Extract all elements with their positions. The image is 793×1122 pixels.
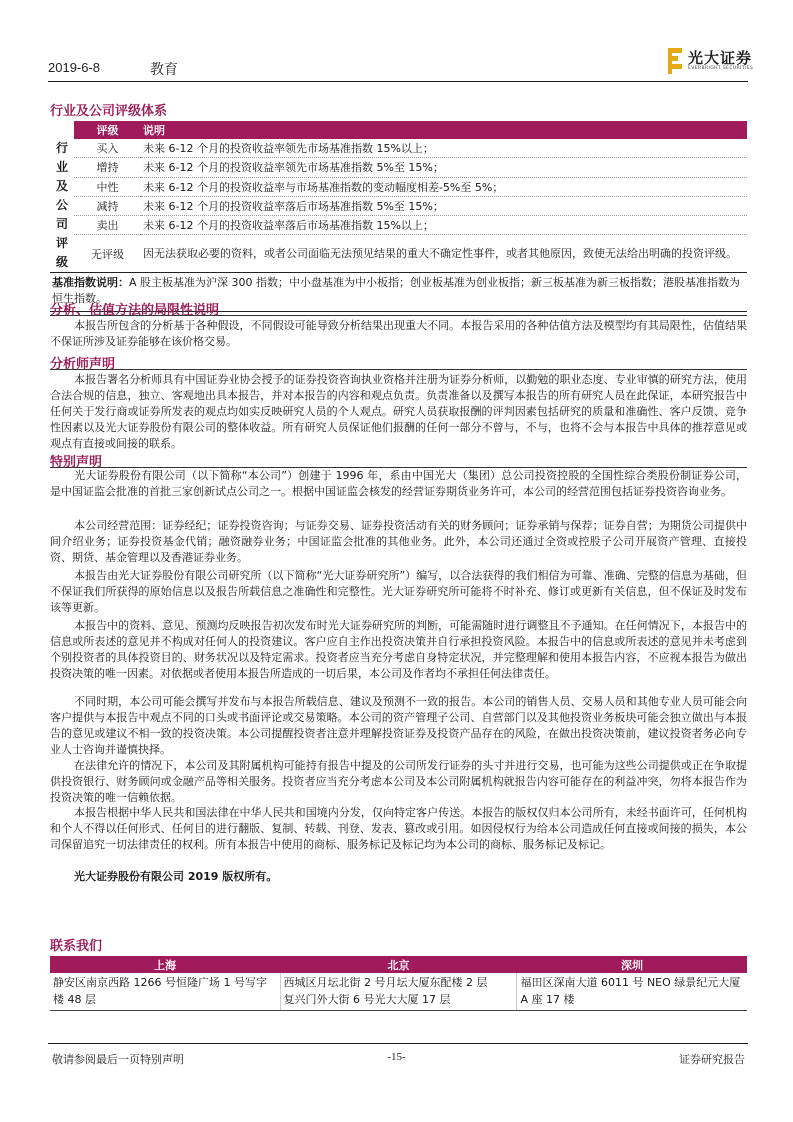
rating-label: 增持 [74, 158, 141, 177]
header-divider [48, 81, 748, 82]
section-divider [50, 369, 747, 370]
logo-mark-icon [668, 48, 682, 74]
rating-description: 未来 6-12 个月的投资收益率与市场基准指数的变动幅度相差-5%至 5%； [141, 177, 747, 196]
report-sector: 教育 [150, 62, 178, 78]
city-header-shenzhen: 深圳 [517, 956, 747, 973]
analyst-paragraph: 本报告署名分析师具有中国证券业协会授予的证券投资咨询执业资格并注册为证券分析师，以勤勉的职业态度、专业审慎的研究方法，使用合法合规的信息，独立、客观地出具本报告，并对本报告的内容和观点负责。负责准备以及撰写本报告的所有研究人员在此保证，本研究报告中任何关于发行商或证券所发表的观点均如实反映研究人员的个人观点。研究人员获取报酬的评判因素包括研究的质量和准确性、客户反馈、竞争性因素以及光大证券股份有限公司的整体收益。所有研究人员保证他们报酬的任何一部分不曾与，不与，也将不会与本报告中具体的推荐意见或观点有直接或间接的联系。 [50, 373, 747, 450]
copyright-line: 光大证券股份有限公司 2019 版权所有。 [74, 870, 278, 883]
rating-label: 无评级 [74, 235, 141, 273]
footer-disclaimer-note: 敬请参阅最后一页特别声明 [52, 1053, 184, 1066]
table-row [50, 235, 747, 273]
column-header-rating: 评级 [74, 121, 141, 139]
report-date: 2019-6-8 [48, 60, 101, 75]
page-number: -15- [387, 1051, 406, 1063]
rating-description: 未来 6-12 个月的投资收益率领先市场基准指数 5%至 15%； [141, 158, 747, 177]
address-shenzhen: 福田区深南大道 6011 号 NEO 绿景纪元大厦 A 座 17 楼 [517, 973, 747, 1011]
limits-section-title: 分析、估值方法的局限性说明 [50, 303, 220, 318]
logo-name: 光大证券 [688, 49, 753, 67]
special-paragraph: 在法律允许的情况下，本公司及其附属机构可能持有报告中提及的公司所发行证券的头寸并进行交易，也可能为这些公司提供或正在争取提供投资银行、财务顾问或金融产品等相关服务。投资者应当充分考虑本公司及本公司附属机构就报告内容可能存在的利益冲突，勿将本报告作为投资决策的唯一信赖依据。 [50, 759, 747, 804]
special-paragraph: 不同时期，本公司可能会撰写并发布与本报告所载信息、建议及预测不一致的报告。本公司的销售人员、交易人员和其他专业人员可能会向客户提供与本报告中观点不同的口头或书面评论或交易策略。本公司的资产管理子公司、自营部门以及其他投资业务板块可能会独立做出与本报告的意见或建议不相一致的投资决策。本公司提醒投资者注意并理解投资证券及投资产品存在的风险，在做出投资决策前，建议投资者务必向专业人士咨询并谨慎抉择。 [50, 695, 747, 756]
table-row [50, 216, 747, 235]
benchmark-note-label: 基准指数说明： [52, 276, 129, 289]
table-row [50, 158, 747, 177]
contact-table [50, 956, 747, 1011]
column-header-description: 说明 [141, 121, 747, 139]
table-row [50, 177, 747, 196]
address-shanghai: 静安区南京西路 1266 号恒隆广场 1 号写字楼 48 层 [50, 973, 280, 1011]
rating-side-label: 行 业 及 公 司 评 级 [55, 141, 68, 269]
special-paragraph: 本报告根据中华人民共和国法律在中华人民共和国境内分发，仅向特定客户传送。本报告的版权仅归本公司所有，未经书面许可，任何机构和个人不得以任何形式、任何目的进行翻版、复制、转载、刊登、发表、篡改或引用。如因侵权行为给本公司造成任何直接或间接的损失，本公司保留追究一切法律责任的权利。所有本报告中使用的商标、服务标记及标记均为本公司的商标、服务标记及标记。 [50, 806, 747, 851]
special-paragraph: 本报告由光大证券股份有限公司研究所（以下简称“光大证券研究所”）编写，以合法获得的我们相信为可靠、准确、完整的信息为基础，但不保证我们所获得的原始信息以及报告所载信息之准确性和完整性。光大证券研究所可能将不时补充、修订或更新有关信息，但不保证及时发布该等更新。 [50, 569, 747, 614]
analyst-section-title: 分析师声明 [50, 357, 116, 372]
rating-section-title: 行业及公司评级体系 [50, 104, 168, 119]
rating-label: 卖出 [74, 216, 141, 235]
rating-label: 买入 [74, 139, 141, 158]
rating-description: 未来 6-12 个月的投资收益率落后市场基准指数 5%至 15%； [141, 196, 747, 215]
limits-paragraph: 本报告所包含的分析基于各种假设，不同假设可能导致分析结果出现重大不同。本报告采用的各种估值方法及模型均有其局限性，估值结果不保证所涉及证券能够在该价格交易。 [50, 319, 747, 348]
rating-table-header [50, 121, 747, 139]
rating-label: 中性 [74, 177, 141, 196]
section-divider [50, 315, 747, 316]
logo-subtitle: EVERBRIGHT SECURITIES [688, 66, 754, 71]
footer-divider [48, 1043, 748, 1044]
contact-table-header [50, 956, 747, 973]
page-header [48, 49, 754, 80]
address-beijing: 西城区月坛北街 2 号月坛大厦东配楼 2 层 复兴门外大街 6 号光大大厦 17 层 [280, 973, 517, 1011]
city-header-shanghai: 上海 [50, 956, 280, 973]
rating-label: 减持 [74, 196, 141, 215]
rating-description: 未来 6-12 个月的投资收益率落后市场基准指数 15%以上； [141, 216, 747, 235]
contact-section-title: 联系我们 [50, 939, 103, 954]
company-logo [668, 48, 778, 74]
footer-report-type: 证券研究报告 [679, 1053, 745, 1066]
contact-address-row [50, 973, 747, 1011]
rating-description: 未来 6-12 个月的投资收益率领先市场基准指数 15%以上； [141, 139, 747, 158]
special-paragraph: 本公司经营范围：证券经纪；证券投资咨询；与证券交易、证券投资活动有关的财务顾问；证券承销与保荐；证券自营；为期货公司提供中间介绍业务；证券投资基金代销；融资融券业务；中国证监会批准的其他业务。此外，本公司还通过全资或控股子公司开展资产管理、直接投资、期货、基金管理以及香港证券业务。 [50, 519, 747, 564]
special-section-title: 特别声明 [50, 455, 103, 470]
city-header-beijing: 北京 [280, 956, 517, 973]
special-paragraph: 本报告中的资料、意见、预测均反映报告初次发布时光大证券研究所的判断，可能需随时进行调整且不予通知。在任何情况下，本报告中的信息或所表述的意见并不构成对任何人的投资建议。客户应自主作出投资决策并自行承担投资风险。本报告中的信息或所表述的意见并未考虑到个别投资者的具体投资目的、财务状况以及特定需求。投资者应当充分考虑自身特定状况，并完整理解和使用本报告内容，不应视本报告为做出投资决策的唯一因素。对依据或者使用本报告所造成的一切后果，本公司及作者均不承担任何法律责任。 [50, 619, 747, 680]
special-paragraph: 光大证券股份有限公司（以下简称“本公司”）创建于 1996 年，系由中国光大（集团）总公司投资控股的全国性综合类股份制证券公司，是中国证监会批准的首批三家创新试点公司之一。根据中国证监会核发的经营证券期货业务许可，本公司的经营范围包括证券投资咨询业务。 [50, 469, 747, 498]
rating-description: 因无法获取必要的资料，或者公司面临无法预见结果的重大不确定性事件，或者其他原因，致使无法给出明确的投资评级。 [141, 235, 747, 273]
table-row [50, 139, 747, 158]
benchmark-note-text: A 股主板基准为沪深 300 指数；中小盘基准为中小板指；创业板基准为创业板指；新三板基准为新三板指数；港股基准指数为恒生指数。 [52, 276, 741, 305]
rating-table [50, 121, 747, 312]
table-row [50, 196, 747, 215]
